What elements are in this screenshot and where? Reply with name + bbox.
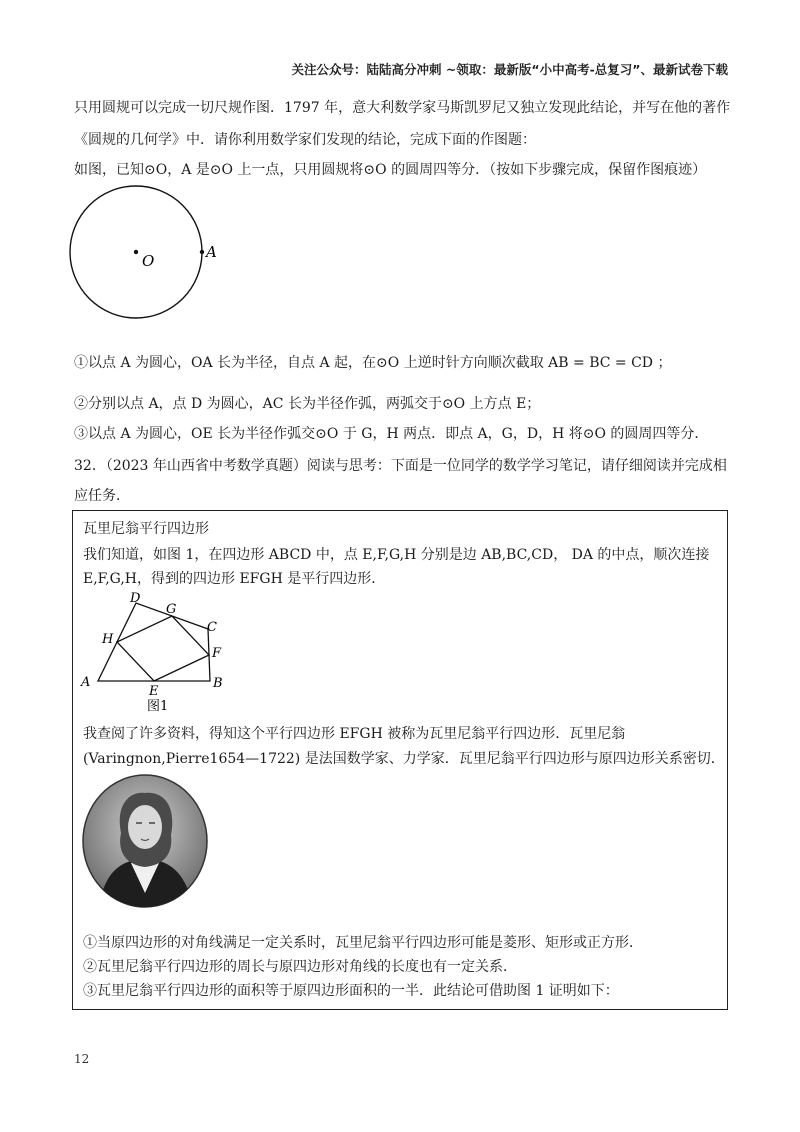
page-number: 12 — [74, 1052, 90, 1066]
figure-1 — [79, 591, 239, 717]
page-header: 关注公众号：陆陆高分冲刺 ~领取：最新版“小中高考-总复习”、最新试卷下载 — [291, 62, 728, 77]
note-paragraph-1: 我们知道，如图 1，在四边形 ABCD 中，点 E,F,G,H 分别是边 AB,BC,CD， DA 的中点，顺次连接 — [83, 547, 710, 563]
quadrilateral-abcd — [98, 603, 210, 681]
problem-32-line-1: 32．（2023 年山西省中考数学真题）阅读与思考：下面是一位同学的数学学习笔记，请仔细阅读并完成相 — [74, 458, 727, 474]
label-e: E — [149, 684, 159, 699]
intro-line-3: 如图，已知⊙O，A 是⊙O 上一点，只用圆规将⊙O 的圆周四等分．（按如下步骤完成，保留作图痕迹） — [74, 162, 707, 178]
label-f: F — [212, 646, 222, 661]
point-a-label: A — [206, 243, 217, 261]
label-b: B — [213, 676, 223, 691]
note-item-1: ①当原四边形的对角线满足一定关系时，瓦里尼翁平行四边形可能是菱形、矩形或正方形． — [83, 935, 643, 951]
step-1: ①以点 A 为圆心，OA 长为半径，自点 A 起，在⊙O 上逆时针方向顺次截取 AB = BC = CD ； — [74, 355, 672, 371]
step-3: ③以点 A 为圆心，OE 长为半径作弧交⊙O 于 G，H 两点．即点 A，G，D，H 将⊙O 的圆周四等分． — [74, 426, 709, 442]
study-note-box — [72, 510, 728, 1010]
problem-32-line-2: 应任务． — [74, 488, 130, 504]
label-c: C — [207, 620, 217, 635]
note-paragraph-2: E,F,G,H，得到的四边形 EFGH 是平行四边形． — [83, 571, 386, 587]
note-paragraph-3: 我查阅了许多资料，得知这个平行四边形 EFGH 被称为瓦里尼翁平行四边形．瓦里尼翁 — [83, 726, 626, 742]
intro-line-2: 《圆规的几何学》中．请你利用数学家们发现的结论，完成下面的作图题： — [74, 132, 536, 148]
note-item-3: ③瓦里尼翁平行四边形的面积等于原四边形面积的一半．此结论可借助图 1 证明如下： — [83, 983, 619, 999]
step-2: ②分别以点 A，点 D 为圆心，AC 长为半径作弧，两弧交于⊙O 上方点 E； — [74, 396, 541, 412]
label-a: A — [81, 675, 91, 690]
parallelogram-efgh — [117, 616, 209, 681]
label-h: H — [102, 632, 114, 647]
note-item-2: ②瓦里尼翁平行四边形的周长与原四边形对角线的长度也有一定关系． — [83, 959, 517, 975]
point-a — [200, 250, 204, 254]
circle-figure — [68, 183, 228, 321]
center-label: O — [142, 252, 155, 270]
intro-line-1: 只用圆规可以完成一切尺规作图．1797 年，意大利数学家马斯凯罗尼又独立发现此结论，并写在他的著作 — [74, 100, 731, 116]
label-d: D — [130, 591, 141, 606]
note-paragraph-4: (Varingnon,Pierre1654—1722) 是法国数学家、力学家．瓦里尼翁平行四边形与原四边形关系密切． — [83, 751, 725, 767]
portrait-image — [81, 773, 209, 909]
note-title: 瓦里尼翁平行四边形 — [83, 521, 209, 537]
figure-1-caption: 图1 — [147, 699, 169, 714]
label-g: G — [166, 602, 177, 617]
center-point — [134, 250, 138, 254]
